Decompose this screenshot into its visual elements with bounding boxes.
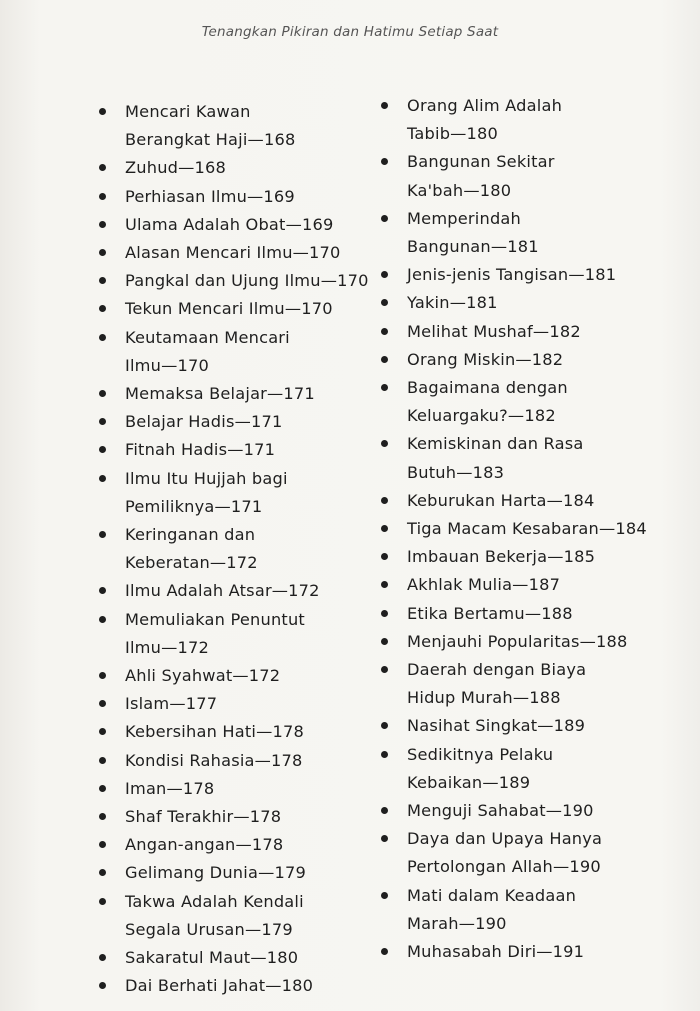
toc-entry-text: Memaksa Belajar—171 <box>125 384 315 404</box>
bullet-icon <box>381 102 388 109</box>
bullet-icon <box>99 841 106 848</box>
toc-entry-left <box>98 944 368 972</box>
toc-entry-text: Islam—177 <box>125 694 218 714</box>
toc-entry-text: Mati dalam Keadaan <box>407 885 577 905</box>
toc-column-left <box>98 98 368 1001</box>
toc-entry-text: Orang Miskin—182 <box>407 349 564 369</box>
toc-entry-text: Melihat Mushaf—182 <box>407 321 581 341</box>
toc-entry-text: Etika Bertamu—188 <box>407 603 573 623</box>
toc-entry-text: Muhasabah Diri—191 <box>407 942 585 962</box>
toc-entry-right <box>380 712 680 740</box>
toc-entry-text: Alasan Mencari Ilmu—170 <box>125 243 341 263</box>
toc-entry-text: Pertolongan Allah—190 <box>407 857 601 877</box>
toc-entry-text: Bagaimana dengan <box>407 378 568 398</box>
toc-entry-text: Belajar Hadis—171 <box>125 412 283 432</box>
bullet-icon <box>381 497 388 504</box>
bullet-icon <box>381 384 388 391</box>
toc-entry-left <box>98 380 368 408</box>
toc-entry-text: Daya dan Upaya Hanya <box>407 829 603 849</box>
bullet-icon <box>381 751 388 758</box>
toc-entry-text: Tiga Macam Kesabaran—184 <box>407 519 647 539</box>
bullet-icon <box>99 221 106 228</box>
toc-entry-left <box>98 436 368 464</box>
toc-entry-text: Bangunan Sekitar <box>407 152 555 172</box>
toc-entry-text: Memperindah <box>407 208 521 228</box>
toc-entry-text: Bangunan—181 <box>407 237 539 257</box>
toc-entry-text: Mencari Kawan <box>125 102 251 121</box>
toc-entry-right <box>380 628 680 656</box>
toc-entry-left <box>98 521 368 577</box>
bullet-icon <box>381 948 388 955</box>
bullet-icon <box>381 158 388 165</box>
toc-entry-left <box>98 803 368 831</box>
toc-entry-text: Kebaikan—189 <box>407 772 531 792</box>
toc-entry-text: Angan-angan—178 <box>125 835 284 855</box>
toc-entry-left <box>98 690 368 718</box>
bullet-icon <box>99 982 106 989</box>
toc-entry-right <box>380 656 680 712</box>
bullet-icon <box>99 277 106 284</box>
bullet-icon <box>99 164 106 171</box>
toc-entry-right <box>380 600 680 628</box>
toc-entry-text: Hidup Murah—188 <box>407 688 561 708</box>
bullet-icon <box>381 553 388 560</box>
toc-entry-right <box>380 938 680 966</box>
toc-entry-right <box>380 797 680 825</box>
toc-entry-left <box>98 775 368 803</box>
toc-entry-text: Ilmu—170 <box>125 355 209 375</box>
toc-entry-right <box>380 92 680 148</box>
toc-entry-text: Segala Urusan—179 <box>125 919 293 939</box>
toc-entry-text: Akhlak Mulia—187 <box>407 575 561 595</box>
toc-entry-left <box>98 888 368 944</box>
toc-entry-text: Daerah dengan Biaya <box>407 660 587 680</box>
bullet-icon <box>99 672 106 679</box>
bullet-icon <box>381 328 388 335</box>
bullet-icon <box>381 356 388 363</box>
bullet-icon <box>381 581 388 588</box>
toc-entry-text: Tabib—180 <box>407 124 499 144</box>
bullet-icon <box>99 785 106 792</box>
toc-entry-text: Shaf Terakhir—178 <box>125 807 282 827</box>
bullet-icon <box>99 728 106 735</box>
bullet-icon <box>99 305 106 312</box>
toc-entry-left <box>98 98 368 154</box>
toc-entry-text: Pemiliknya—171 <box>125 496 263 516</box>
toc-entry-left <box>98 183 368 211</box>
toc-entry-right <box>380 430 680 486</box>
toc-entry-right <box>380 515 680 543</box>
bullet-icon <box>99 446 106 453</box>
toc-entry-text: Ilmu Adalah Atsar—172 <box>125 581 320 601</box>
toc-entry-text: Marah—190 <box>407 913 507 933</box>
toc-entry-right <box>380 346 680 374</box>
bullet-icon <box>381 892 388 899</box>
bullet-icon <box>381 722 388 729</box>
bullet-icon <box>99 390 106 397</box>
toc-entry-left <box>98 859 368 887</box>
bullet-icon <box>99 616 106 623</box>
toc-entry-text: Imbauan Bekerja—185 <box>407 547 596 567</box>
toc-entry-left <box>98 662 368 690</box>
toc-entry-text: Kondisi Rahasia—178 <box>125 750 303 770</box>
bullet-icon <box>99 249 106 256</box>
toc-entry-left <box>98 324 368 380</box>
toc-entry-left <box>98 295 368 323</box>
toc-entry-text: Sakaratul Maut—180 <box>125 948 299 968</box>
toc-entry-text: Orang Alim Adalah <box>407 96 563 115</box>
bullet-icon <box>381 215 388 222</box>
toc-entry-text: Yakin—181 <box>407 293 498 313</box>
toc-entry-left <box>98 154 368 182</box>
toc-entry-text: Keberatan—172 <box>125 553 258 573</box>
toc-entry-left <box>98 577 368 605</box>
toc-entry-text: Nasihat Singkat—189 <box>407 716 586 736</box>
toc-entry-text: Menjauhi Popularitas—188 <box>407 631 628 651</box>
bullet-icon <box>99 418 106 425</box>
toc-entry-right <box>380 825 680 881</box>
bullet-icon <box>381 807 388 814</box>
toc-entry-right <box>380 289 680 317</box>
toc-entry-left <box>98 211 368 239</box>
toc-entry-text: Keringanan dan <box>125 525 256 545</box>
toc-entry-text: Ka'bah—180 <box>407 180 512 200</box>
toc-entry-text: Zuhud—168 <box>125 158 227 178</box>
toc-entry-left <box>98 606 368 662</box>
bullet-icon <box>99 587 106 594</box>
bullet-icon <box>99 475 106 482</box>
bullet-icon <box>99 108 106 115</box>
bullet-icon <box>381 610 388 617</box>
toc-entry-text: Keluargaku?—182 <box>407 406 556 426</box>
toc-entry-right <box>380 571 680 599</box>
toc-entry-text: Iman—178 <box>125 778 215 798</box>
toc-entry-right <box>380 543 680 571</box>
toc-entry-text: Takwa Adalah Kendali <box>125 891 304 911</box>
toc-entry-text: Ahli Syahwat—172 <box>125 666 281 686</box>
toc-entry-text: Keutamaan Mencari <box>125 327 290 347</box>
toc-entry-text: Fitnah Hadis—171 <box>125 440 276 460</box>
bullet-icon <box>381 835 388 842</box>
toc-entry-left <box>98 267 368 295</box>
toc-entry-text: Butuh—183 <box>407 462 505 482</box>
toc-entry-right <box>380 487 680 515</box>
running-header: Tenangkan Pikiran dan Hatimu Setiap Saat <box>201 24 499 40</box>
bullet-icon <box>99 700 106 707</box>
toc-entry-right <box>380 205 680 261</box>
toc-entry-text: Ilmu—172 <box>125 637 209 657</box>
bullet-icon <box>99 869 106 876</box>
bullet-icon <box>99 757 106 764</box>
toc-entry-left <box>98 465 368 521</box>
toc-entry-text: Keburukan Harta—184 <box>407 490 595 510</box>
bullet-icon <box>99 531 106 538</box>
toc-entry-right <box>380 318 680 346</box>
toc-entry-text: Ilmu Itu Hujjah bagi <box>125 468 288 488</box>
toc-entry-left <box>98 239 368 267</box>
bullet-icon <box>99 898 106 905</box>
toc-entry-right <box>380 148 680 204</box>
bullet-icon <box>381 299 388 306</box>
toc-entry-text: Kebersihan Hati—178 <box>125 722 304 742</box>
toc-entry-right <box>380 261 680 289</box>
toc-column-right <box>380 92 680 966</box>
toc-entry-left <box>98 831 368 859</box>
bullet-icon <box>99 954 106 961</box>
toc-entry-text: Perhiasan Ilmu—169 <box>125 186 295 206</box>
bullet-icon <box>381 525 388 532</box>
bullet-icon <box>99 193 106 200</box>
bullet-icon <box>99 813 106 820</box>
toc-entry-left <box>98 408 368 436</box>
toc-entry-right <box>380 882 680 938</box>
toc-entry-text: Berangkat Haji—168 <box>125 130 296 150</box>
toc-entry-text: Menguji Sahabat—190 <box>407 801 594 821</box>
toc-entry-right <box>380 374 680 430</box>
toc-entry-text: Gelimang Dunia—179 <box>125 863 306 883</box>
bullet-icon <box>381 440 388 447</box>
toc-entry-right <box>380 741 680 797</box>
bullet-icon <box>381 638 388 645</box>
toc-entry-text: Kemiskinan dan Rasa <box>407 434 584 454</box>
toc-entry-text: Memuliakan Penuntut <box>125 609 305 629</box>
bullet-icon <box>381 271 388 278</box>
toc-entry-text: Sedikitnya Pelaku <box>407 744 554 764</box>
toc-entry-text: Dai Berhati Jahat—180 <box>125 976 314 996</box>
toc-entry-text: Ulama Adalah Obat—169 <box>125 214 334 234</box>
toc-entry-text: Tekun Mencari Ilmu—170 <box>125 299 333 319</box>
toc-entry-text: Jenis-jenis Tangisan—181 <box>407 265 617 285</box>
toc-entry-left <box>98 718 368 746</box>
toc-entry-text: Pangkal dan Ujung Ilmu—170 <box>125 271 369 291</box>
toc-entry-left <box>98 747 368 775</box>
bullet-icon <box>381 666 388 673</box>
toc-entry-left <box>98 972 368 1000</box>
bullet-icon <box>99 334 106 341</box>
